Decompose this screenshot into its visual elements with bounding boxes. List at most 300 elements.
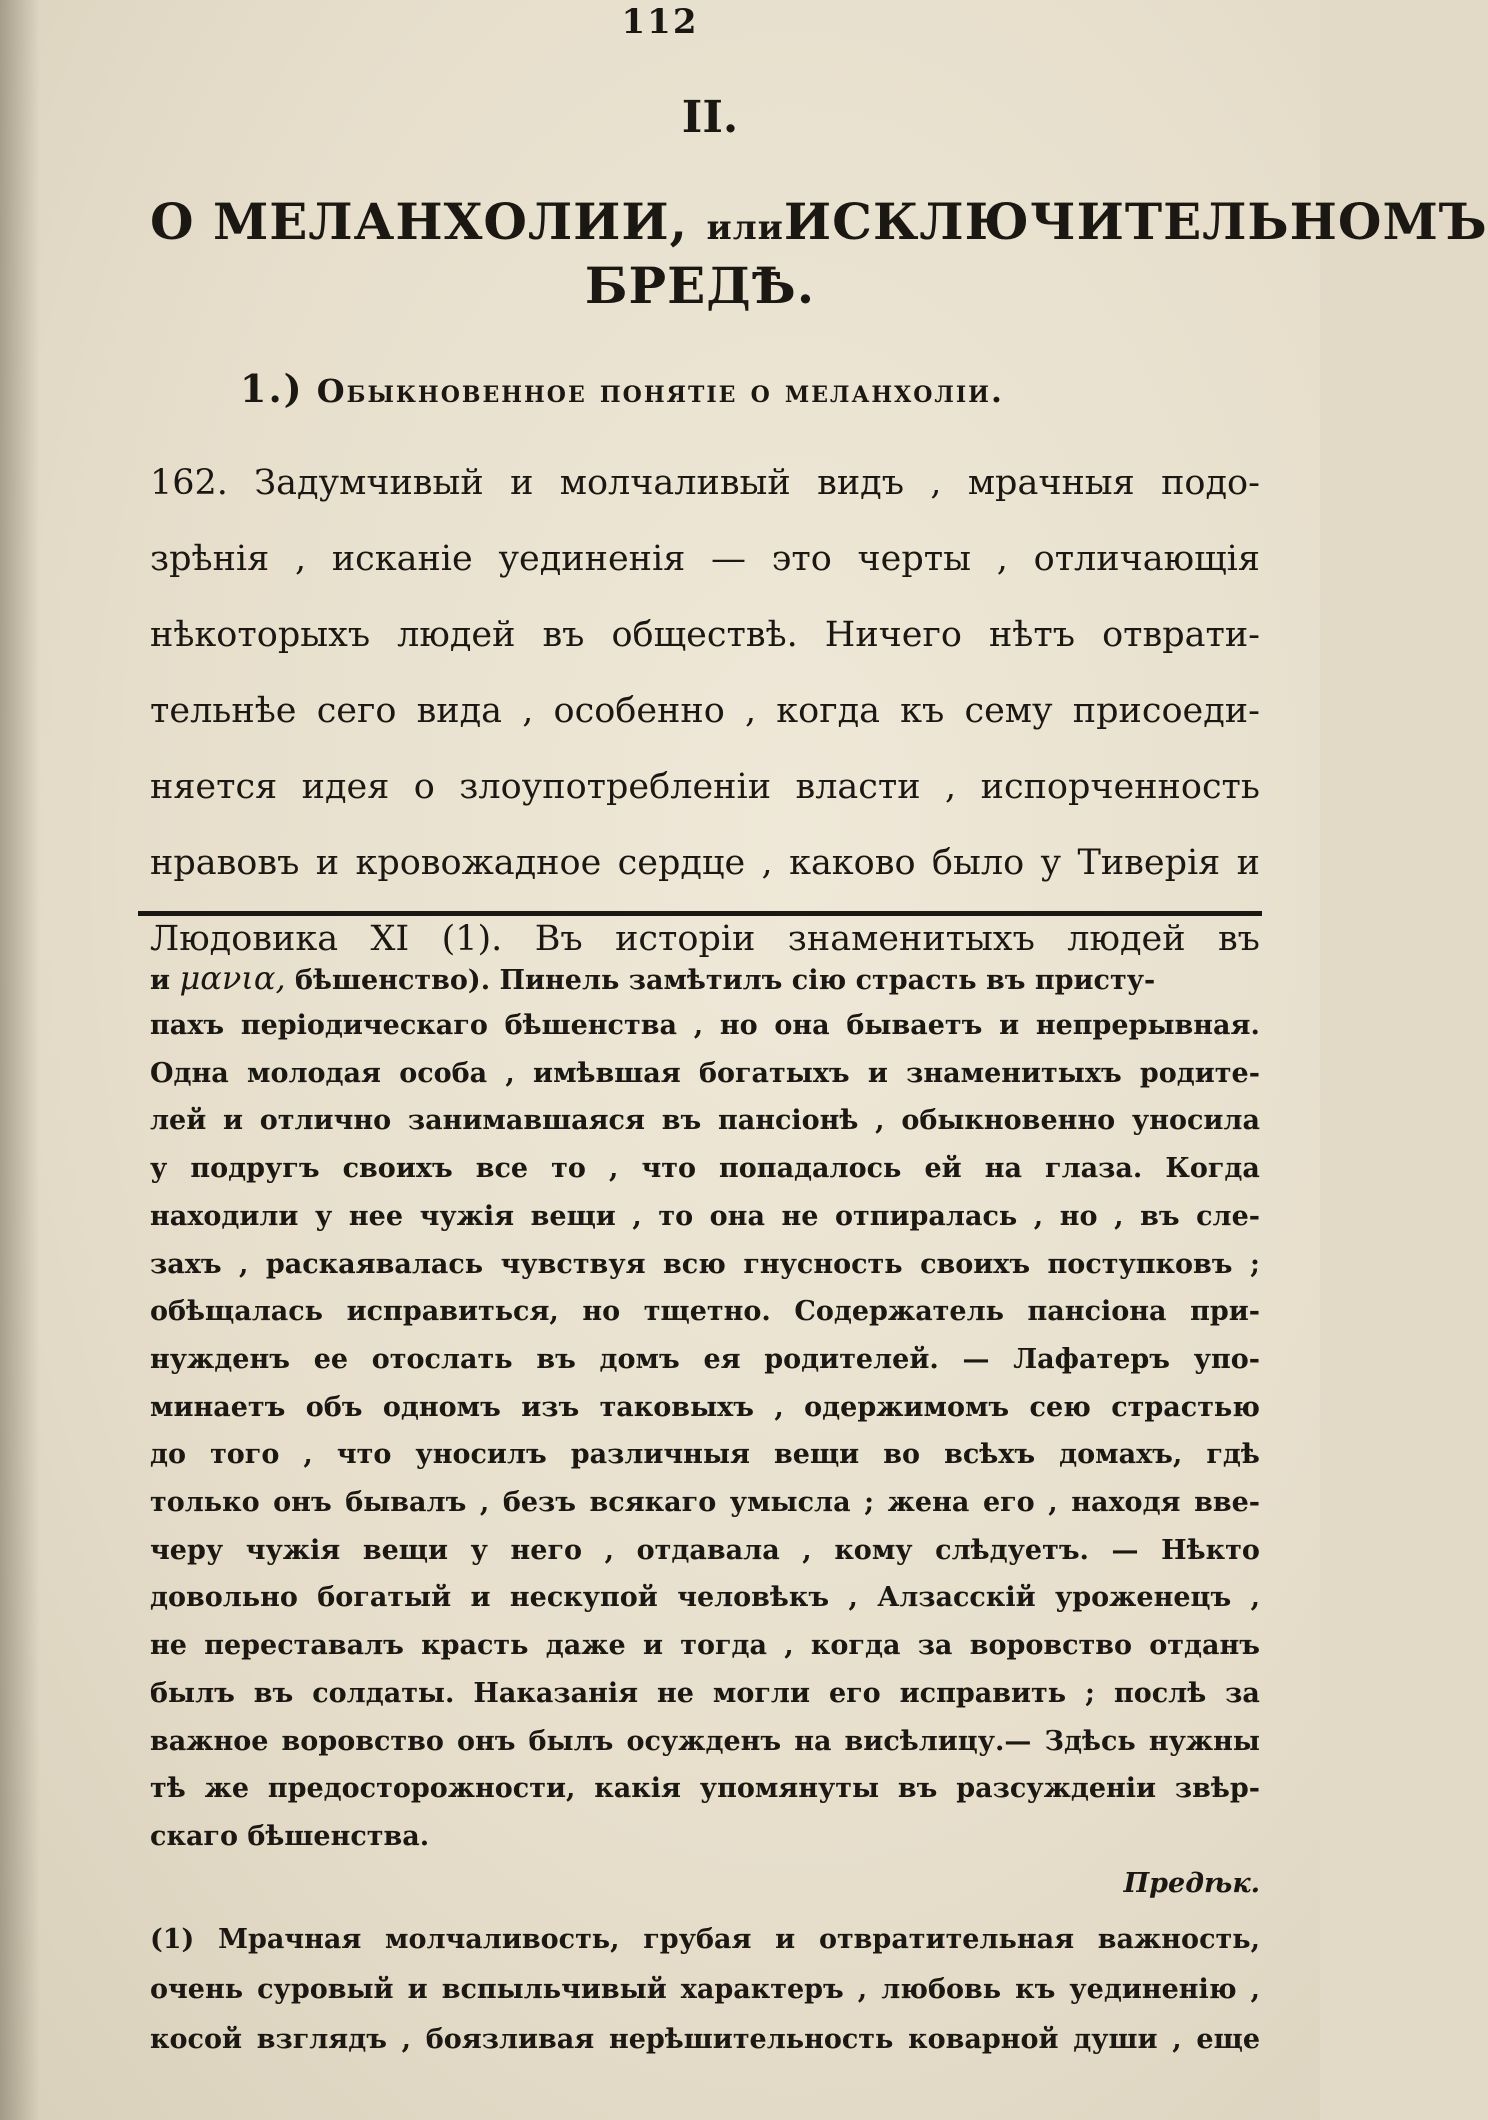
body-line-word: молчаливый <box>559 463 791 503</box>
footnote-signature: Предѣк. <box>1123 1868 1260 1899</box>
footnote-line-word: разсужденіи <box>956 1773 1157 1805</box>
footnote-line-word: одномъ <box>382 1391 501 1423</box>
footnote-line-word: , <box>505 1057 515 1089</box>
footnote-line-word: красть <box>421 1630 529 1662</box>
footnote-line-word: въ <box>536 1343 576 1375</box>
footnote-line-word: слѣдуетъ. <box>935 1534 1089 1566</box>
body-line-word: уединенія <box>498 539 686 579</box>
chapter-title-line-2: БРЕДѢ. <box>584 256 816 315</box>
body-line-word: подо- <box>1161 463 1260 503</box>
note-line-word: косой <box>150 2024 242 2055</box>
body-line-word: Ничего <box>824 615 962 655</box>
footnote-line-word: отослать <box>371 1343 513 1375</box>
footnote-line-9 <box>150 1385 1260 1431</box>
body-line-word: испорченность <box>980 767 1260 807</box>
body-line-word: у <box>1040 843 1062 883</box>
body-line-word: нравовъ <box>150 843 300 883</box>
footnote-line-word: минаетъ <box>150 1391 286 1423</box>
body-line-word: мрачныя <box>967 463 1135 503</box>
note-line-word: , <box>1250 1974 1260 2005</box>
footnote-line-word: пахъ <box>150 1010 225 1041</box>
body-line-word: , <box>996 539 1008 579</box>
footnote-line-word: на <box>794 1725 832 1757</box>
footnote-line-13 <box>150 1575 1260 1621</box>
note-line-word: и <box>407 1974 428 2005</box>
footnote-line-word: упомянуты <box>699 1773 880 1805</box>
footnote-line-word: бываетъ <box>846 1010 983 1041</box>
footnote-line-word: ей <box>924 1153 962 1185</box>
footnote-line-word: послѣ <box>1113 1677 1207 1709</box>
footnote-separator-rule <box>138 911 1262 916</box>
footnote-line-word: человѣкъ <box>677 1582 830 1614</box>
footnote-line-word: когда <box>810 1630 901 1662</box>
footnote-line-word: она <box>774 1010 830 1041</box>
body-line-word: власти <box>795 767 921 807</box>
footnote-line-word: могли <box>712 1677 810 1709</box>
footnote-line-word: у <box>150 1153 168 1185</box>
footnote-line-word: воровство <box>969 1630 1133 1662</box>
footnote-line-word: въ <box>1140 1200 1180 1232</box>
footnote-line-word: Когда <box>1165 1153 1260 1185</box>
footnote-line-word: отдавала <box>636 1534 780 1566</box>
footnote-line-word: , <box>802 1534 812 1566</box>
note-line-word: вспыльчивый <box>441 1974 667 2005</box>
note-line-word: суровый <box>257 1974 394 2005</box>
footnote-line-12 <box>150 1528 1260 1574</box>
footnote-line-word: нескупой <box>509 1582 658 1614</box>
body-line-word: Задумчивый <box>254 463 484 503</box>
body-line-1 <box>150 458 1260 508</box>
footnote-line-word: что <box>641 1153 696 1185</box>
footnote-line-word: Содержатель <box>794 1296 1004 1328</box>
footnote-line-word: , <box>875 1105 885 1137</box>
footnote-line-word: — <box>1111 1534 1139 1566</box>
body-line-word: нѣтъ <box>988 615 1076 655</box>
title-connector: или <box>706 208 784 248</box>
footnote-line-word: обыкновенно <box>901 1105 1116 1137</box>
footnote-line-word: , <box>1048 1487 1058 1518</box>
title-part-2: ИСКЛЮЧИТЕЛЬНОМЪ <box>783 192 1488 251</box>
footnote-line-word: изъ <box>521 1391 580 1423</box>
body-line-4 <box>150 686 1260 736</box>
footnote-line-word: черу <box>150 1534 224 1566</box>
footnote-line-word: исправиться, <box>346 1296 559 1328</box>
footnote-line-word: былъ <box>150 1677 235 1709</box>
footnote-line-word: переставалъ <box>204 1630 404 1662</box>
footnote-line-word: всякаго <box>589 1487 717 1518</box>
footnote-line-word: во <box>883 1439 921 1471</box>
footnote-line-word: что <box>336 1439 392 1471</box>
footnote-line-word: упо- <box>1193 1343 1260 1375</box>
footnote-line-word: какія <box>594 1773 681 1805</box>
footnote-prefix: и <box>150 965 171 996</box>
footnote-line-11 <box>150 1480 1260 1526</box>
footnote-line-word: имѣвшая <box>533 1057 681 1089</box>
footnote-line-word: за <box>1225 1677 1260 1709</box>
footnote-line-word: отпиралась <box>835 1200 1018 1232</box>
footnote-line-word: его <box>982 1487 1035 1518</box>
footnote-line-word: въ <box>661 1105 702 1137</box>
body-line-word: видъ <box>817 463 904 503</box>
body-line-word: (1). <box>441 919 503 959</box>
note-line-word: и <box>775 1924 796 1955</box>
body-line-word: Людовика <box>150 919 339 959</box>
footnote-line-word: предосторожности, <box>267 1773 576 1805</box>
body-line-word: злоупотребленіи <box>459 767 772 807</box>
footnote-line-word: висѣлицу.— <box>844 1725 1032 1757</box>
body-line-word: Тиверія <box>1077 843 1221 883</box>
footnote-line-word: нее <box>348 1200 403 1232</box>
body-line-word: отврати- <box>1102 615 1260 655</box>
footnote-line-word: все <box>475 1153 529 1185</box>
body-line-word: , <box>945 767 957 807</box>
footnote-line-word: , <box>238 1248 249 1280</box>
footnote-line-word: и <box>867 1057 888 1089</box>
footnote-line-word: пансіонѣ <box>717 1105 859 1137</box>
footnote-line-word: домъ <box>599 1343 680 1375</box>
footnote-line-word: и <box>642 1630 663 1662</box>
footnote-line-word: вве- <box>1194 1487 1260 1518</box>
body-line-word: о <box>413 767 435 807</box>
footnote-line-word: его <box>828 1677 881 1709</box>
body-line-3 <box>150 610 1260 660</box>
note-line-word: души <box>1073 2024 1158 2055</box>
note-line-word: нерѣшительность <box>608 2024 894 2055</box>
footnote-line-word: и <box>223 1105 244 1137</box>
footnote-line-word: родите- <box>1139 1057 1260 1089</box>
footnote-line-word: тѣ <box>150 1773 186 1805</box>
footnote-line-word: глаза. <box>1045 1153 1143 1185</box>
footnote-line-word: него <box>510 1534 583 1566</box>
note-line-word: Мрачная <box>218 1924 362 1955</box>
footnote-line-word: гдѣ <box>1206 1439 1260 1471</box>
section-title: Обыкновенное понятіе о меланхоліи. <box>316 372 1005 410</box>
note-line-word: важность, <box>1097 1924 1260 1955</box>
footnote-line-word: , <box>774 1391 784 1423</box>
note-line-word: грубая <box>643 1924 752 1955</box>
body-line-word: сердце <box>617 843 746 883</box>
footnote-line-word: осужденъ <box>626 1725 782 1757</box>
footnote-line-15 <box>150 1671 1260 1717</box>
footnote-line-word: кому <box>834 1534 913 1566</box>
body-line-word: и <box>1236 843 1260 883</box>
body-line-word: , <box>930 463 942 503</box>
body-line-word: когда <box>776 691 880 731</box>
footnote-line-text: скаго бѣшенства. <box>150 1820 430 1852</box>
body-line-word: , <box>744 691 757 731</box>
footnote-line-word: Одна <box>150 1057 229 1089</box>
footnote-line-word: ; <box>864 1487 875 1518</box>
body-line-word: въ <box>1217 919 1260 959</box>
footnote-line-word: , <box>1114 1200 1124 1232</box>
footnote-line-word: захъ <box>150 1248 222 1280</box>
note-line-word: характеръ <box>680 1974 844 2005</box>
footnote-line-word: звѣр- <box>1174 1773 1260 1805</box>
footnote-line-word: чувствуя <box>500 1248 646 1280</box>
note-line-word: , <box>857 1974 868 2005</box>
note-line-word: еще <box>1196 2024 1260 2055</box>
footnote-line-word: но <box>1059 1200 1098 1232</box>
footnote-line-word: при- <box>1190 1296 1260 1328</box>
footnote-line-word: довольно <box>150 1582 298 1614</box>
note-line-word: , <box>401 2024 412 2055</box>
footnote-line-word: знаменитыхъ <box>906 1057 1122 1089</box>
footnote-line-word: у <box>315 1200 333 1232</box>
body-line-word: идея <box>301 767 390 807</box>
body-line-word: къ <box>900 691 945 731</box>
footnote-line-word: не <box>781 1200 819 1232</box>
footnote-line-word: бѣшенства <box>504 1010 677 1041</box>
page-edge-shadow <box>0 0 40 2120</box>
footnote-line-word: Алзасскій <box>877 1582 1036 1614</box>
footnote-line-word: своихъ <box>342 1153 453 1185</box>
footnote-line-word: находили <box>150 1200 299 1232</box>
section-heading <box>240 366 1260 411</box>
footnote-line-word: , <box>693 1010 704 1041</box>
body-line-word: было <box>931 843 1025 883</box>
footnote-line-word: нужны <box>1148 1725 1260 1757</box>
footnote-line-word: исправить <box>899 1677 1067 1709</box>
footnote-line-word: она <box>709 1200 765 1232</box>
note-line-word: очень <box>150 1974 244 2005</box>
footnote-line-word: домахъ, <box>1059 1439 1183 1471</box>
footnote-line-word: попадалось <box>719 1153 902 1185</box>
body-line-word: 162. <box>150 463 228 503</box>
footnote-line-word: , <box>1033 1200 1044 1232</box>
body-line-word: исканіе <box>331 539 473 579</box>
footnote-first-line-content <box>150 955 1155 1001</box>
footnote-line-word: умысла <box>729 1487 851 1518</box>
footnote-line-word: ; <box>1249 1248 1260 1280</box>
note-line-word: къ <box>1015 1974 1056 2005</box>
note-line-word: , <box>1172 2024 1182 2055</box>
footnote-line-word: за <box>917 1630 953 1662</box>
note-line-word: боязливая <box>425 2024 595 2055</box>
footnote-line-word: раскаявалась <box>265 1248 484 1280</box>
footnote-line-word: воровство <box>281 1725 444 1757</box>
footnote-line-word: всѣхъ <box>944 1439 1036 1471</box>
body-line-word: знаменитыхъ <box>787 919 1035 959</box>
footnote-line-word: непрерывная. <box>1035 1010 1260 1041</box>
footnote-line-word: вещи <box>774 1439 860 1471</box>
footnote-line-word: Наказанія <box>473 1677 639 1709</box>
footnote-line-10 <box>150 1432 1260 1478</box>
body-line-word: тельнѣе <box>150 691 297 731</box>
body-line-word: исторіи <box>615 919 756 959</box>
footnote-line-word: , <box>604 1534 615 1566</box>
footnote-line-1 <box>150 1003 1260 1049</box>
footnote-line-word: одержимомъ <box>804 1391 1010 1423</box>
footnote-line-word: на <box>984 1153 1022 1185</box>
footnote-line-word: ее <box>313 1343 349 1375</box>
body-line-word: и <box>315 843 340 883</box>
body-line-word: , <box>522 691 534 731</box>
body-line-word: черты <box>857 539 972 579</box>
footnote-line-word: жена <box>887 1487 970 1518</box>
footnote-line-word: былъ <box>528 1725 614 1757</box>
body-line-word: отличающія <box>1033 539 1260 579</box>
footnote-line-word: лей <box>150 1105 207 1137</box>
footnote-line-word: чужія <box>245 1534 341 1566</box>
note-line-word: коварной <box>908 2024 1059 2055</box>
note-line-word: отвратительная <box>818 1924 1075 1955</box>
footnote-line-word: до <box>150 1439 187 1471</box>
footnote-line-word: безъ <box>502 1487 576 1518</box>
body-line-word: обществѣ. <box>611 615 798 655</box>
footnote-line-word: занимавшаяся <box>407 1105 645 1137</box>
note-line-1 <box>150 1917 1260 1963</box>
body-line-word: особенно <box>553 691 725 731</box>
body-line-word: каково <box>789 843 916 883</box>
footnote-line-word: всю <box>662 1248 726 1280</box>
body-line-word: это <box>771 539 832 579</box>
footnote-line-2 <box>150 1051 1260 1097</box>
body-line-word: XI <box>370 919 410 959</box>
body-line-word: вида <box>416 691 503 731</box>
footnote-line-word: пансіона <box>1027 1296 1167 1328</box>
footnote-line-word: особа <box>399 1057 488 1089</box>
footnote-line-word: важное <box>150 1725 269 1757</box>
body-line-word: людей <box>397 615 516 655</box>
footnote-line-word: гнусность <box>743 1248 903 1280</box>
footnote-line-word: ; <box>1085 1677 1095 1709</box>
footnote-line-word: , <box>848 1582 858 1614</box>
note-line-word: (1) <box>150 1924 195 1955</box>
footnote-line-word: не <box>150 1630 187 1662</box>
footnote-line-word: обѣщалась <box>150 1296 324 1328</box>
footnote-line-word: онъ <box>456 1725 516 1757</box>
footnote-line-word: того <box>210 1439 280 1471</box>
footnote-line-word: , <box>303 1439 313 1471</box>
body-line-word: сему <box>964 691 1053 731</box>
body-line-word: , <box>761 843 773 883</box>
footnote-line-word: же <box>204 1773 250 1805</box>
body-line-word: — <box>711 539 747 579</box>
footnote-line-word: тогда <box>680 1630 767 1662</box>
chapter-title-line-1 <box>150 192 1488 251</box>
footnote-line-word: уроженецъ <box>1055 1582 1232 1614</box>
title-part-1: О МЕЛАНХОЛИИ, <box>150 192 689 251</box>
footnote-line-6 <box>150 1242 1260 1288</box>
footnote-line-word: и <box>999 1010 1020 1041</box>
footnote-line-word: только <box>150 1487 260 1518</box>
page-number: 112 <box>621 2 699 42</box>
footnote-line-word: поступковъ <box>1047 1248 1233 1280</box>
body-line-5 <box>150 762 1260 812</box>
footnote-line-word: вещи <box>530 1200 616 1232</box>
footnote-line-word: уносила <box>1131 1105 1260 1137</box>
footnote-line-word: , <box>784 1630 794 1662</box>
body-line-word: въ <box>542 615 585 655</box>
footnote-line-word: Нѣкто <box>1161 1534 1260 1566</box>
body-line-word: людей <box>1067 919 1186 959</box>
footnote-line-word: не <box>657 1677 694 1709</box>
footnote-line-word: нужденъ <box>150 1343 290 1375</box>
body-line-word: , <box>294 539 307 579</box>
footnote-line-word: то <box>658 1200 694 1232</box>
body-line-word: кровожадное <box>355 843 602 883</box>
footnote-line-word: но <box>719 1010 758 1041</box>
section-number: 1.) <box>240 366 304 411</box>
footnote-line-18 <box>150 1814 1260 1860</box>
body-line-word: зрѣнія <box>150 539 270 579</box>
footnote-line-word: отлично <box>259 1105 392 1137</box>
footnote-line-word: ея <box>703 1343 741 1375</box>
footnote-line-word: сею <box>1029 1391 1091 1423</box>
footnote-line-word: находя <box>1071 1487 1181 1518</box>
note-line-3 <box>150 2017 1260 2063</box>
footnote-line-word: бывалъ <box>345 1487 467 1518</box>
footnote-line-word: подругъ <box>190 1153 320 1185</box>
footnote-line-word: своихъ <box>920 1248 1031 1280</box>
footnote-line-word: , <box>479 1487 490 1518</box>
footnote-line-word: тщетно. <box>643 1296 771 1328</box>
body-line-word: присоеди- <box>1072 691 1260 731</box>
footnote-greek-word: μανια, <box>179 959 286 997</box>
body-line-word: Въ <box>534 919 583 959</box>
footnote-line-14 <box>150 1623 1260 1669</box>
footnote-line-word: Лафатеръ <box>1013 1343 1170 1375</box>
footnote-line-word: чужія <box>419 1200 515 1232</box>
footnote-line-word: вещи <box>362 1534 449 1566</box>
body-line-6 <box>150 838 1260 888</box>
footnote-line-word: но <box>582 1296 621 1328</box>
footnote-line-word: страстью <box>1111 1391 1260 1423</box>
footnote-line-word: богатый <box>317 1582 452 1614</box>
footnote-line-17 <box>150 1766 1260 1812</box>
footnote-line-word: и <box>470 1582 491 1614</box>
footnote-line-word: даже <box>545 1630 626 1662</box>
footnote-line-4 <box>150 1146 1260 1192</box>
footnote-line-word: Здѣсь <box>1044 1725 1136 1757</box>
note-line-word: уединенію <box>1069 1974 1237 2005</box>
footnote-line-word: — <box>962 1343 990 1375</box>
footnote-line-5 <box>150 1194 1260 1240</box>
footnote-line-word: объ <box>305 1391 363 1423</box>
body-line-2 <box>150 534 1260 584</box>
footnote-line-7 <box>150 1289 1260 1335</box>
footnote-line-word: молодая <box>247 1057 381 1089</box>
chapter-number: II. <box>681 92 739 143</box>
footnote-line-word: то <box>551 1153 586 1185</box>
footnote-line-word: въ <box>897 1773 938 1805</box>
footnote-line-3 <box>150 1098 1260 1144</box>
footnote-line-word: отданъ <box>1149 1630 1260 1662</box>
note-line-word: взглядъ <box>256 2024 387 2055</box>
body-line-word: и <box>510 463 534 503</box>
footnote-line-word: солдаты. <box>312 1677 455 1709</box>
footnote-line-8 <box>150 1337 1260 1383</box>
footnote-line-word: различныя <box>570 1439 750 1471</box>
footnote-line-word: въ <box>253 1677 294 1709</box>
body-line-word: нѣкоторыхъ <box>150 615 371 655</box>
footnote-line-word: періодическаго <box>240 1010 488 1041</box>
footnote-line-word: , <box>608 1153 619 1185</box>
footnote-first-line-rest: бѣшенство). Пинель замѣтилъ сію страсть въ присту- <box>295 965 1156 996</box>
body-line-word: сего <box>316 691 397 731</box>
footnote-line-word: , <box>632 1200 642 1232</box>
footnote-line-word: , <box>1250 1582 1260 1614</box>
footnote-line-word: богатыхъ <box>698 1057 850 1089</box>
body-line-word: няется <box>150 767 278 807</box>
footnote-line-word: онъ <box>273 1487 332 1518</box>
note-line-word: любовь <box>881 1974 1002 2005</box>
footnote-line-word: таковыхъ <box>599 1391 754 1423</box>
footnote-first-line <box>150 955 1260 1001</box>
footnote-line-word: сле- <box>1196 1200 1260 1232</box>
footnote-line-16 <box>150 1719 1260 1765</box>
note-line-word: молчаливость, <box>385 1924 620 1955</box>
